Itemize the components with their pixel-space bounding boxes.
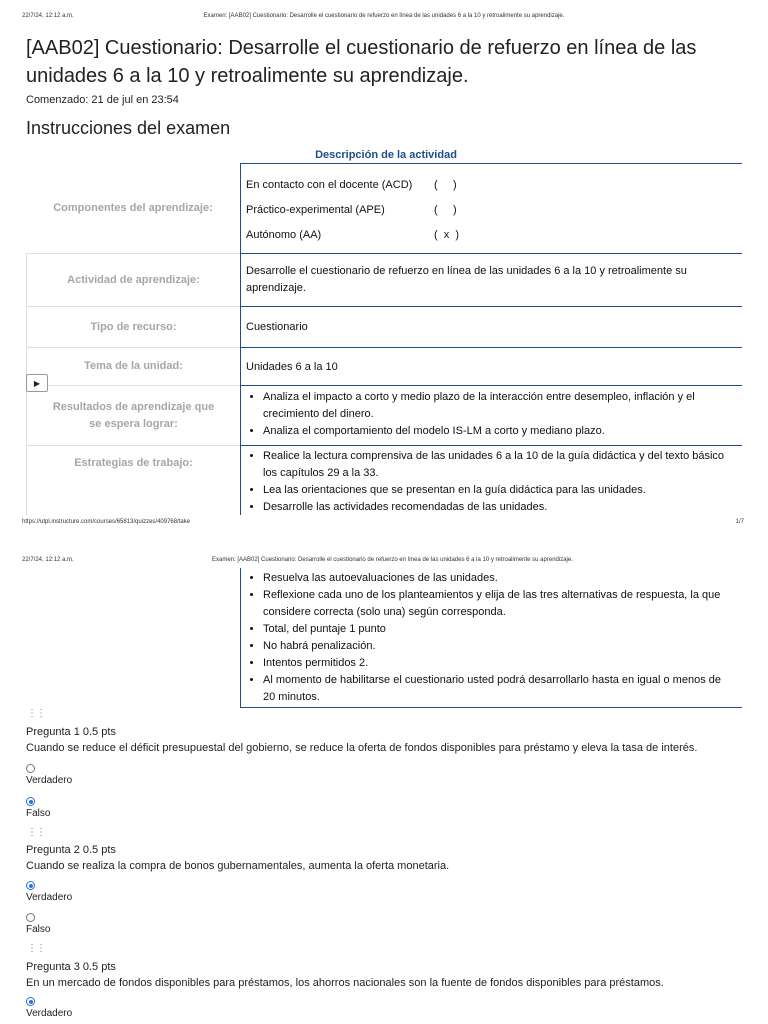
page-title: [AAB02] Cuestionario: Desarrolle el cuestionario de refuerzo en línea de las unidades 6 a la 10 y retroalimente su aprendizaje. [26, 37, 697, 87]
activity-label [26, 253, 240, 306]
strategies-label-text: Estrategias de trabajo: [74, 457, 193, 469]
strategies-cell [240, 445, 742, 515]
list-item: • Desarrolle las actividades recomendadas de las unidades. [263, 499, 742, 515]
component-acd-mark: ( ) [434, 179, 457, 191]
question-title: Pregunta 1 0.5 pts [26, 726, 116, 738]
component-aa-name: Autónomo (AA) [246, 229, 322, 241]
drag-handle-icon[interactable]: ⋮⋮ [27, 827, 45, 838]
answer-radio[interactable] [26, 913, 35, 922]
answer-label[interactable]: Falso [26, 924, 51, 935]
started-text: Comenzado: 21 de jul en 23:54 [26, 94, 179, 106]
answer-label[interactable]: Verdadero [26, 775, 73, 786]
print-footer [22, 519, 746, 525]
resource-cell [240, 306, 742, 347]
print-page-number: 1/7 [735, 519, 744, 525]
answer-radio-selected[interactable] [26, 881, 35, 890]
unit-label [26, 347, 240, 385]
print-header [22, 557, 746, 567]
print-header [22, 13, 746, 23]
answer-label[interactable]: Falso [26, 808, 51, 819]
components-label-text: Componentes del aprendizaje: [53, 201, 213, 214]
print-title: Examen: [AAB02] Cuestionario: Desarrolle el cuestionario de refuerzo en línea de las unidades 6 a la 10 y retroalimente su aprendizaje. [212, 557, 573, 563]
list-item: • Reflexione cada uno de los planteamientos y elija de las tres alternativas de respuesta, la que considere correcta (solo una) según corresponda. [263, 587, 742, 621]
print-datetime: 22/7/24, 12:12 a.m. [22, 13, 74, 19]
instructions-heading: Instrucciones del examen [26, 118, 231, 138]
answer-radio[interactable] [26, 764, 35, 773]
answer-label[interactable]: Verdadero [26, 892, 73, 903]
play-triangle-icon: ▶ [33, 378, 41, 388]
strategies-cell-continued [240, 568, 742, 708]
component-aa-mark: ( x ) [434, 229, 460, 241]
unit-label-text: Tema de la unidad: [84, 360, 183, 372]
results-list [246, 389, 742, 440]
resource-label [26, 306, 240, 347]
components-label [26, 163, 240, 253]
list-item: • Intentos permitidos 2. [263, 655, 742, 672]
list-item: • Analiza el comportamiento del modelo IS-LM a corto y mediano plazo. [263, 423, 742, 440]
list-item: • Resuelva las autoevaluaciones de las unidades. [263, 570, 742, 587]
drag-handle-icon[interactable]: ⋮⋮ [27, 943, 45, 954]
question-text: En un mercado de fondos disponibles para préstamos, los ahorros nacionales son la fuente de fondos disponibles para préstamos. [26, 977, 664, 989]
answer-label[interactable]: Verdadero [26, 1008, 73, 1019]
answer-radio-selected[interactable] [26, 997, 35, 1006]
component-aa [246, 227, 460, 244]
table-header: Descripción de la actividad [315, 149, 457, 161]
components-cell [240, 163, 742, 253]
question-title: Pregunta 2 0.5 pts [26, 844, 116, 856]
print-title: Examen: [AAB02] Cuestionario: Desarrolle el cuestionario de refuerzo en línea de las unidades 6 a la 10 y retroalimente su aprendizaje. [203, 13, 565, 19]
results-cell [240, 385, 742, 445]
list-item: • Analiza el impacto a corto y medio plazo de la interacción entre desempleo, inflación y el crecimiento del dinero. [263, 389, 742, 423]
list-item: • Realice la lectura comprensiva de las unidades 6 a la 10 de la guía didáctica y del texto básico los capítulos 29 a la 33. [263, 448, 742, 482]
strategies-list [246, 448, 742, 515]
question-text: Cuando se realiza la compra de bonos gubernamentales, aumenta la oferta monetaria. [26, 860, 450, 872]
component-ape-mark: ( ) [434, 204, 457, 216]
expand-button[interactable] [26, 374, 48, 392]
strategies-label [26, 445, 240, 515]
results-label [26, 385, 240, 445]
list-item: • Total, del puntaje 1 punto [263, 621, 742, 638]
results-label-text: Resultados de aprendizaje que se espera lograr: [52, 400, 215, 430]
resource-label-text: Tipo de recurso: [90, 320, 177, 333]
activity-label-text: Actividad de aprendizaje: [67, 273, 200, 286]
unit-value: Unidades 6 a la 10 [246, 361, 338, 373]
resource-value: Cuestionario [246, 321, 308, 333]
list-item: • Al momento de habilitarse el cuestionario usted podrá desarrollarlo hasta en igual o menos de 20 minutos. [263, 672, 742, 706]
component-ape-name: Práctico-experimental (APE) [246, 204, 385, 216]
strategies-list-continued [246, 570, 742, 706]
print-url: https://utpl.instructure.com/courses/65813/quizzes/409768/take [22, 519, 191, 525]
component-ape [246, 202, 457, 219]
component-acd [246, 177, 457, 194]
component-acd-name: En contacto con el docente (ACD) [246, 179, 413, 191]
question-title: Pregunta 3 0.5 pts [26, 961, 116, 973]
activity-value: Desarrolle el cuestionario de refuerzo en línea de las unidades 6 a la 10 y retroalimente su aprendizaje. [246, 265, 687, 294]
drag-handle-icon[interactable]: ⋮⋮ [27, 708, 45, 719]
unit-cell [240, 347, 742, 385]
print-datetime: 22/7/24, 12:12 a.m. [22, 557, 74, 563]
list-item: • No habrá penalización. [263, 638, 742, 655]
activity-cell [240, 253, 742, 306]
question-text: Cuando se reduce el déficit presupuestal del gobierno, se reduce la oferta de fondos disponibles para préstamo y eleva la tasa de interés. [26, 742, 698, 754]
list-item: • Lea las orientaciones que se presentan en la guía didáctica para las unidades. [263, 482, 742, 499]
answer-radio-selected[interactable] [26, 797, 35, 806]
